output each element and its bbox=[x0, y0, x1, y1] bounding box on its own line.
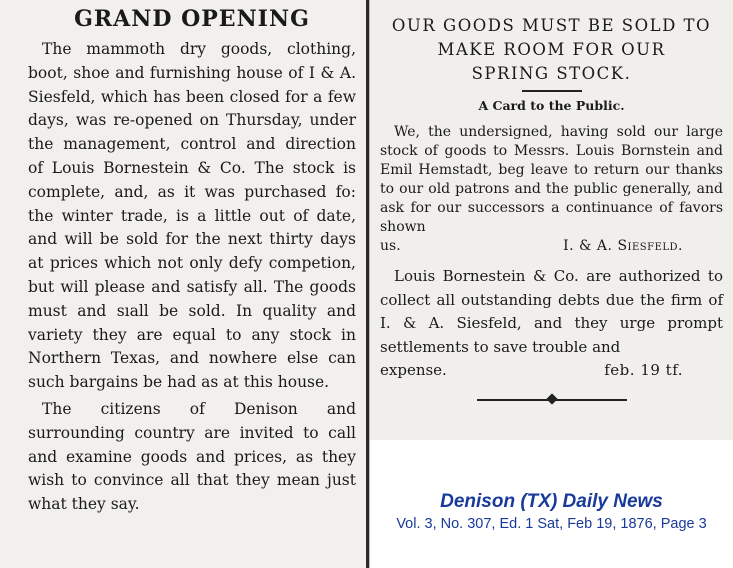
source-credit-panel bbox=[370, 440, 733, 568]
notice-paragraph bbox=[380, 265, 723, 359]
card-text: We, the undersigned, having sold our large stock of goods to Messrs. Louis Bornstein and Emil Hemstadt, beg leave to return our thanks to our old patrons and the public generally, and ask for our successors a continuance of favors shown bbox=[380, 124, 723, 235]
short-rule-divider bbox=[522, 90, 582, 92]
ornament-diamond-icon bbox=[546, 393, 557, 404]
card-signature: I. & A. Siesfeld. bbox=[563, 238, 683, 254]
right-headline-line: MAKE ROOM FOR OUR bbox=[437, 40, 666, 59]
card-signature-line bbox=[380, 237, 723, 256]
ornament-divider bbox=[477, 395, 627, 405]
article-paragraph: The mammoth dry goods, clothing, boot, shoe and furnishing house of I & A. Siesfeld, which has been closed for a few days, was re-opened on Thursday, under the management, control and direction of Louis Bornestein & Co. The stock is complete, and, as it was purchased fo: the winter trade, is a little out of date, and will be sold for the next thirty days at prices which not only defy competion, but will please and satisfy all. The goods must and sıall be sold. In quality and variety they are equal to any stock in Northern Texas, and nowhere else can such bargains be had as at this house. bbox=[28, 40, 356, 392]
left-column bbox=[0, 0, 366, 568]
article-paragraph: The citizens of Denison and surrounding country are invited to call and examine goods and prices, as they wish to convince all that they mean just what they say. bbox=[28, 399, 356, 514]
right-column bbox=[370, 0, 733, 440]
right-headline-line: SPRING STOCK. bbox=[471, 64, 632, 83]
source-citation: Vol. 3, No. 307, Ed. 1 Sat, Feb 19, 1876, Page 3 bbox=[396, 516, 707, 532]
grand-opening-headline: GRAND OPENING bbox=[74, 6, 310, 32]
notice-date-line bbox=[380, 359, 723, 383]
notice-date: feb. 19 tf. bbox=[604, 361, 683, 380]
card-end: us. bbox=[380, 238, 401, 254]
notice-text: Louis Bornestein & Co. are authorized to collect all outstanding debts due the firm of I. & A. Siesfeld, and they urge prompt settlements to save trouble and bbox=[380, 267, 723, 356]
source-title: Denison (TX) Daily News bbox=[440, 491, 663, 512]
right-headline-line: OUR GOODS MUST BE SOLD TO bbox=[391, 16, 712, 35]
notice-end: expense. bbox=[380, 361, 447, 380]
card-title: A Card to the Public. bbox=[478, 98, 625, 113]
card-paragraph bbox=[380, 123, 723, 237]
